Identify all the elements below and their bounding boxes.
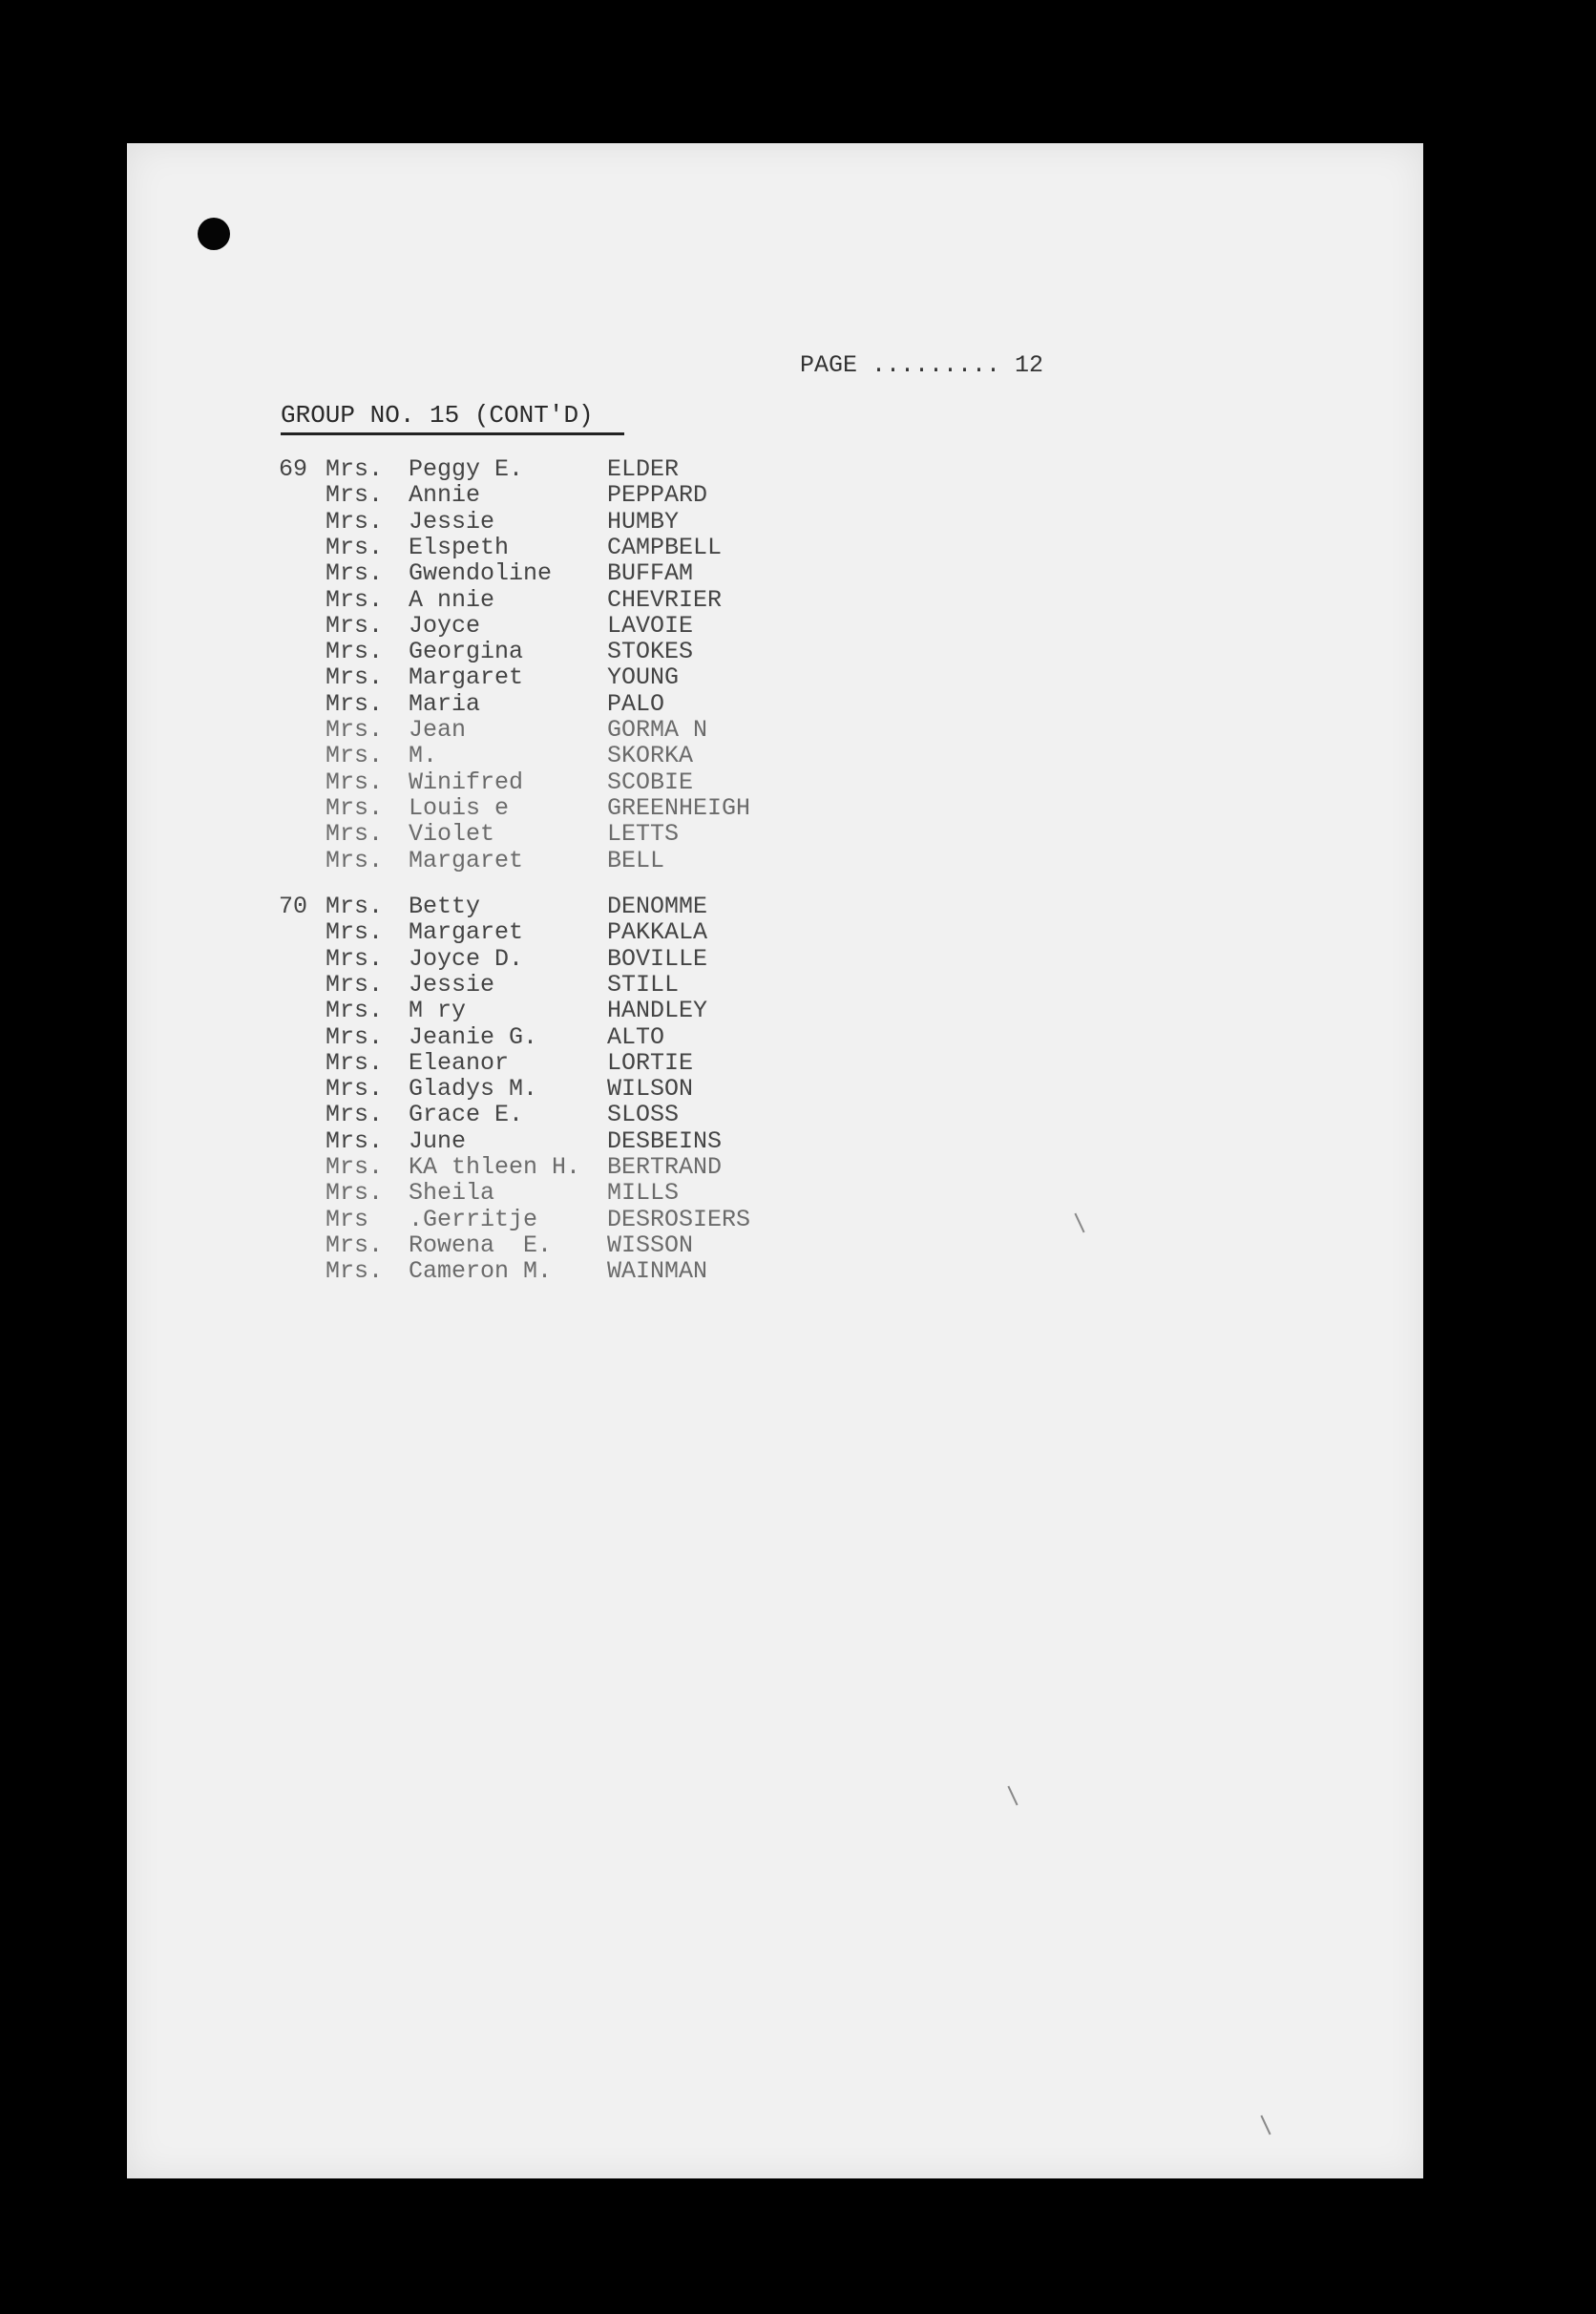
given-name: Joyce D. [409, 945, 524, 973]
title-text: Mrs. [326, 945, 384, 973]
surname: STILL [607, 971, 680, 999]
given-name: Jessie [409, 971, 495, 999]
given-name: Margaret [409, 663, 524, 691]
title-text: Mrs. [326, 1075, 384, 1103]
group-number: 70 [279, 893, 308, 920]
surname: PAKKALA [607, 918, 708, 946]
surname: STOKES [607, 638, 694, 665]
surname: SCOBIE [607, 768, 694, 796]
title-text: Mrs. [326, 742, 384, 769]
title-text: Mrs. [326, 508, 384, 536]
title-text: Mrs. [326, 1023, 384, 1051]
title-text: Mrs. [326, 1049, 384, 1077]
given-name: Rowena E. [409, 1231, 553, 1259]
group-number: 69 [279, 455, 308, 483]
given-name: Joyce [409, 612, 481, 640]
surname: DESBEINS [607, 1127, 723, 1155]
surname: WILSON [607, 1075, 694, 1103]
title-text: Mrs. [326, 455, 384, 483]
title-text: Mrs. [326, 612, 384, 640]
title-text: Mrs. [326, 971, 384, 999]
given-name: Elspeth [409, 534, 510, 561]
title-text: Mrs. [326, 997, 384, 1024]
surname: LAVOIE [607, 612, 694, 640]
surname: CAMPBELL [607, 534, 723, 561]
title-text: Mrs. [326, 918, 384, 946]
surname: LORTIE [607, 1049, 694, 1077]
given-name: Sheila [409, 1179, 495, 1207]
given-name: Grace E. [409, 1101, 524, 1128]
title-text: Mrs [326, 1206, 369, 1233]
given-name: Gladys M. [409, 1075, 538, 1103]
surname: ELDER [607, 455, 680, 483]
title-text: Mrs. [326, 1153, 384, 1181]
title-text: Mrs. [326, 481, 384, 509]
surname: HUMBY [607, 508, 680, 536]
title-text: Mrs. [326, 1101, 384, 1128]
given-name: Violet [409, 820, 495, 848]
title-text: Mrs. [326, 663, 384, 691]
given-name: Margaret [409, 847, 524, 874]
surname: BELL [607, 847, 665, 874]
title-text: Mrs. [326, 893, 384, 920]
title-text: Mrs. [326, 716, 384, 744]
title-text: Mrs. [326, 1257, 384, 1285]
given-name: Georgina [409, 638, 524, 665]
title-text: Mrs. [326, 559, 384, 587]
given-name: Margaret [409, 918, 524, 946]
given-name: A nnie [409, 586, 495, 614]
surname: YOUNG [607, 663, 680, 691]
given-name: Winifred [409, 768, 524, 796]
given-name: Jean [409, 716, 467, 744]
surname: BOVILLE [607, 945, 708, 973]
surname: DENOMME [607, 893, 708, 920]
surname: SKORKA [607, 742, 694, 769]
surname: SLOSS [607, 1101, 680, 1128]
title-text: Mrs. [326, 1231, 384, 1259]
punch-hole [198, 218, 230, 250]
given-name: June [409, 1127, 467, 1155]
title-text: Mrs. [326, 1127, 384, 1155]
given-name: Eleanor [409, 1049, 510, 1077]
given-name: Louis e [409, 794, 510, 822]
group-heading: GROUP NO. 15 (CONT'D) [281, 401, 624, 435]
given-name: M ry [409, 997, 467, 1024]
surname: BUFFAM [607, 559, 694, 587]
document-page [127, 143, 1423, 2178]
page-number: PAGE ......... 12 [800, 351, 1044, 379]
surname: PEPPARD [607, 481, 708, 509]
title-text: Mrs. [326, 690, 384, 718]
given-name: Maria [409, 690, 481, 718]
given-name: Peggy E. [409, 455, 524, 483]
surname: WISSON [607, 1231, 694, 1259]
surname: PALO [607, 690, 665, 718]
given-name: KA thleen H. [409, 1153, 581, 1181]
given-name: M. [409, 742, 438, 769]
given-name: Annie [409, 481, 481, 509]
surname: HANDLEY [607, 997, 708, 1024]
surname: BERTRAND [607, 1153, 723, 1181]
surname: WAINMAN [607, 1257, 708, 1285]
surname: GORMA N [607, 716, 708, 744]
surname: GREENHEIGH [607, 794, 751, 822]
given-name: Gwendoline [409, 559, 553, 587]
title-text: Mrs. [326, 794, 384, 822]
title-text: Mrs. [326, 820, 384, 848]
title-text: Mrs. [326, 638, 384, 665]
given-name: Cameron M. [409, 1257, 553, 1285]
given-name: Betty [409, 893, 481, 920]
given-name: Jeanie G. [409, 1023, 538, 1051]
given-name: .Gerritje [409, 1206, 538, 1233]
title-text: Mrs. [326, 534, 384, 561]
title-text: Mrs. [326, 847, 384, 874]
title-text: Mrs. [326, 586, 384, 614]
surname: CHEVRIER [607, 586, 723, 614]
title-text: Mrs. [326, 768, 384, 796]
surname: DESROSIERS [607, 1206, 751, 1233]
surname: LETTS [607, 820, 680, 848]
surname: MILLS [607, 1179, 680, 1207]
given-name: Jessie [409, 508, 495, 536]
title-text: Mrs. [326, 1179, 384, 1207]
surname: ALTO [607, 1023, 665, 1051]
